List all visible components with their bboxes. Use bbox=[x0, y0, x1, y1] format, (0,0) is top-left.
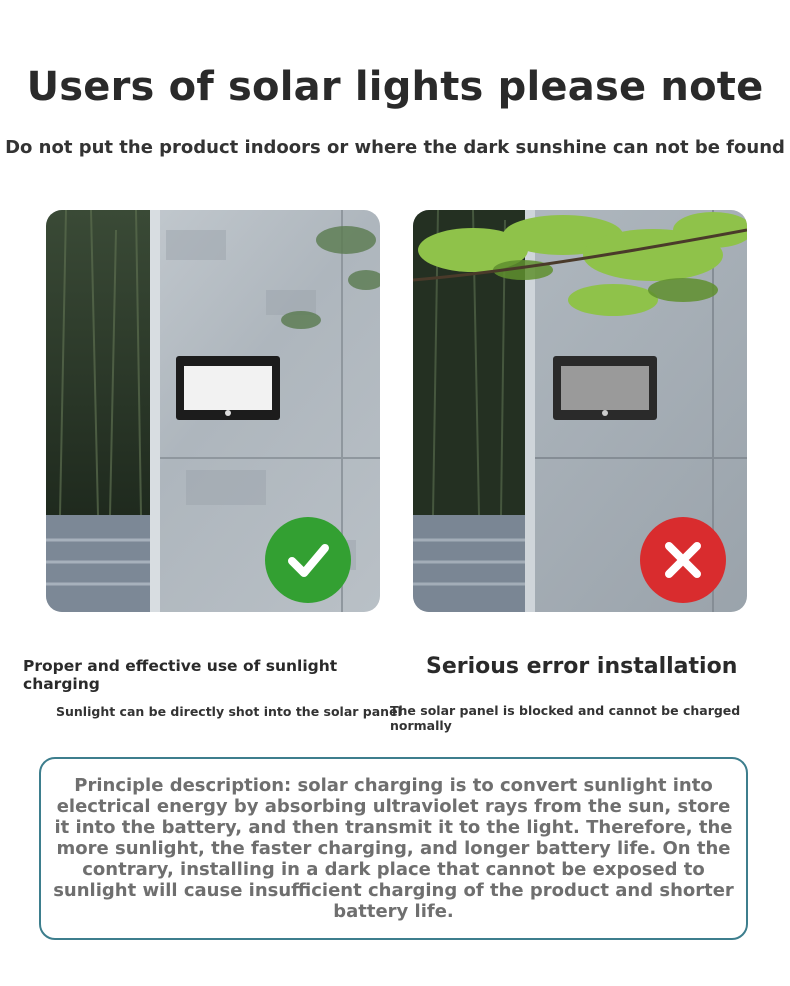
checkmark-icon bbox=[282, 534, 334, 586]
principle-box bbox=[39, 757, 748, 940]
page-title: Users of solar lights please note bbox=[26, 64, 764, 110]
correct-badge bbox=[265, 517, 351, 603]
principle-text: Principle description: solar charging is to convert sunlight into electrical energy by absorbing ultraviolet rays from the sun, store it into the battery, and then transmit it to the light. Therefore, the more sunlight, the faster charging, and longer battery life. On the contrary, installing in a dark place that cannot be exposed to sunlight will cause insufficient charging of the product and shorter battery life. bbox=[53, 775, 734, 922]
incorrect-installation-photo bbox=[413, 210, 747, 612]
correct-caption: Proper and effective use of sunlight charging bbox=[23, 657, 338, 693]
correct-detail: Sunlight can be directly shot into the solar panel bbox=[56, 704, 402, 719]
incorrect-caption: Serious error installation bbox=[426, 654, 738, 679]
page-subtitle: Do not put the product indoors or where the dark sunshine can not be found bbox=[5, 137, 785, 158]
incorrect-detail: The solar panel is blocked and cannot be charged normally bbox=[390, 703, 741, 733]
cross-icon bbox=[657, 534, 709, 586]
correct-installation-photo bbox=[46, 210, 380, 612]
incorrect-badge bbox=[640, 517, 726, 603]
